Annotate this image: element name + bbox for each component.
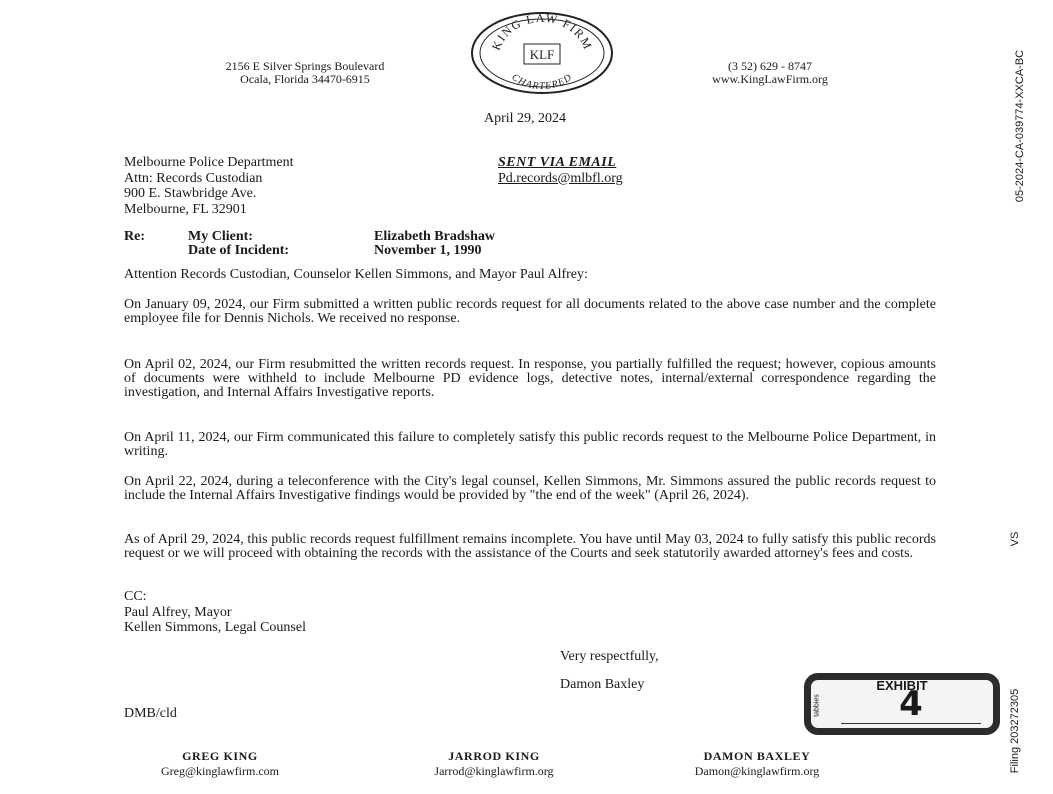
cc-label: CC: (124, 589, 147, 604)
delivery-method (498, 155, 623, 186)
exhibit-underline (841, 723, 981, 724)
salutation: Attention Records Custodian, Counselor Kellen Simmons, and Mayor Paul Alfrey: (124, 267, 588, 282)
footer-attorney (140, 749, 300, 779)
firm-address (180, 60, 430, 86)
recipient-email-link[interactable]: Pd.records@mlbfl.org (498, 170, 623, 186)
logo-top-text: KING LAW FIRM (488, 10, 596, 53)
vs-stamp: VS (1009, 531, 1021, 547)
exhibit-title: EXHIBIT (876, 678, 928, 693)
case-number-stamp: 05-2024-CA-039774-XXCA-BC (1014, 49, 1026, 203)
attorney-email[interactable]: Damon@kinglawfirm.org (694, 764, 820, 778)
attorney-name: GREG KING (182, 749, 258, 763)
paragraph-2: On April 02, 2024, our Firm resubmitted the written records request. In response, you partially fulfilled the request; however, copious amounts of documents were withheld to include Melbourne PD evidence logs, detective notes, internal/external correspondence regarding the investigation, and Internal Affairs Investigative reports. (124, 357, 936, 401)
paragraph-5: As of April 29, 2024, this public records request fulfillment remains incomplete. You have until May 03, 2024 to fully satisfy this public records request or we will proceed with obtaining the records with the assistance of the Courts and seek statutorily awarded attorney's fees and costs. (124, 532, 936, 562)
typist-initials: DMB/cld (124, 706, 177, 721)
exhibit-side-text: tabbies (813, 694, 821, 717)
firm-website[interactable]: www.KingLawFirm.org (712, 72, 828, 86)
firm-logo-seal (468, 10, 616, 96)
client-value: Elizabeth Bradshaw (374, 229, 495, 244)
incident-date-label: Date of Incident: (188, 243, 290, 258)
attorney-email[interactable]: Greg@kinglawfirm.com (160, 764, 280, 778)
re-label: Re: (124, 229, 145, 244)
exhibit-number: 4 (899, 684, 923, 724)
incident-date-value: November 1, 1990 (374, 243, 482, 258)
reference-block (124, 230, 495, 258)
firm-address-line1: 2156 E Silver Springs Boulevard (225, 59, 385, 73)
paragraph-1: On January 09, 2024, our Firm submitted a written public records request for all documents related to the above case number and the complete employee file for Dennis Nichols. We received no response. (124, 297, 936, 327)
exhibit-sticker (804, 673, 1000, 735)
letter-date: April 29, 2024 (484, 111, 567, 126)
closing: Very respectfully, (560, 649, 659, 664)
sent-via-email-label: SENT VIA EMAIL (498, 155, 617, 170)
recipient-line4: Melbourne, FL 32901 (124, 201, 247, 217)
footer-attorney (662, 749, 852, 779)
cc-recipient: Paul Alfrey, Mayor (124, 604, 232, 620)
attorney-email[interactable]: Jarrod@kinglawfirm.org (434, 764, 554, 778)
recipient-line2: Attn: Records Custodian (124, 170, 263, 186)
firm-phone: (3 52) 629 - 8747 (728, 59, 812, 73)
recipient-line1: Melbourne Police Department (124, 155, 294, 170)
cc-block (124, 589, 306, 636)
footer-attorney (404, 749, 584, 779)
client-label: My Client: (188, 229, 253, 244)
recipient-line3: 900 E. Stawbridge Ave. (124, 186, 257, 201)
attorney-name: JARROD KING (448, 749, 540, 763)
attorney-name: DAMON BAXLEY (703, 749, 811, 763)
filing-number-stamp: Filing 203272305 (1009, 688, 1021, 774)
firm-address-line2: Ocala, Florida 34470-6915 (240, 72, 370, 86)
paragraph-4: On April 22, 2024, during a teleconference with the City's legal counsel, Kellen Simmons, Mr. Simmons assured the public records request to include the Internal Affairs Investigative findings would be provided by "the end of the week" (April 26, 2024). (124, 474, 936, 504)
paragraph-3: On April 11, 2024, our Firm communicated this failure to completely satisfy this public records request to the Melbourne Police Department, in writing. (124, 430, 936, 460)
recipient-address (124, 155, 294, 217)
logo-bottom-text: CHARTERED (509, 71, 575, 92)
cc-recipient: Kellen Simmons, Legal Counsel (124, 620, 306, 635)
svg-text:CHARTERED (509, 72, 574, 92)
firm-contact (670, 60, 870, 86)
logo-monogram: KLF (529, 47, 555, 62)
signer-name: Damon Baxley (560, 677, 645, 692)
